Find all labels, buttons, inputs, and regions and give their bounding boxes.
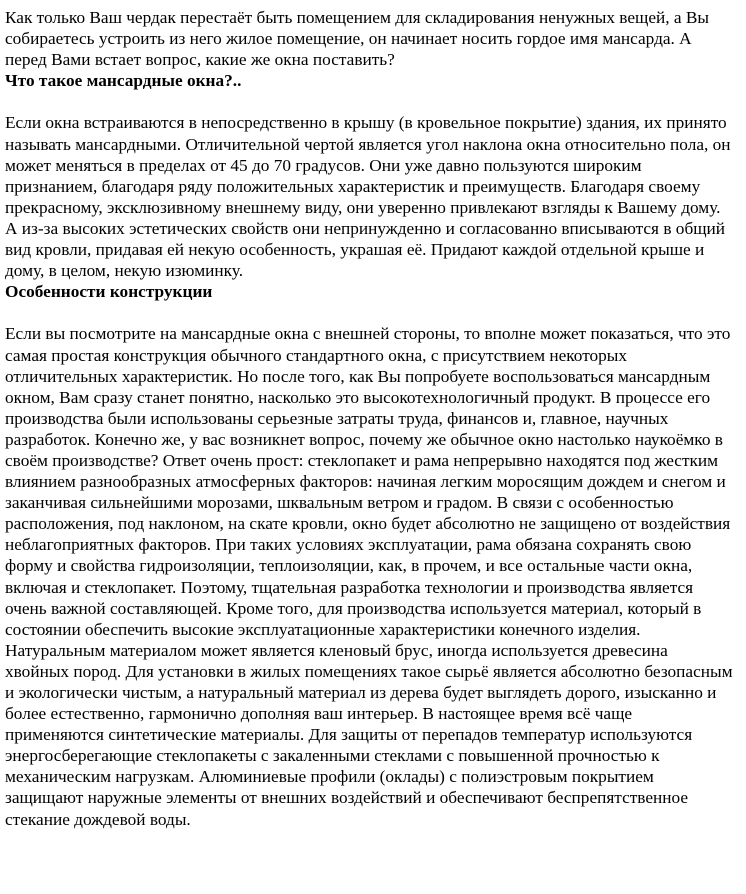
- paragraph-spacer: [5, 302, 734, 323]
- definition-paragraph: Если окна встраиваются в непосредственно в крышу (в кровельное покрытие) здания, их принято называть мансардными. Отличительной чертой является угол наклона окна относительно пола, он может меняться в пределах от 45 до 70 градусов. Они уже давно пользуются широким признанием, благодаря ряду положительных характеристик и преимуществ. Благодаря своему прекрасному, эксклюзивному внешнему виду, они уверенно привлекают взгляды к Вашему дому. А из-за высоких эстетических свойств они непринужденно и согласованно вписываются в общий вид кровли, придавая ей некую особенность, украшая её. Придают каждой отдельной крыше и дому, в целом, некую изюминку.: [5, 113, 731, 281]
- section-heading-construction-features: Особенности конструкции: [5, 282, 213, 302]
- section-heading-what-are-roof-windows: Что такое мансардные окна?..: [5, 71, 242, 91]
- paragraph-spacer: [5, 91, 734, 112]
- intro-paragraph: Как только Ваш чердак перестаёт быть помещением для складирования ненужных вещей, а Вы собираетесь устроить из него жилое помещение, он начинает носить гордое имя мансарда. А перед Вами встает вопрос, какие же окна поставить?: [5, 8, 710, 70]
- construction-paragraph: Если вы посмотрите на мансардные окна с внешней стороны, то вполне может показаться, что это самая простая конструкция обычного стандартного окна, с присутствием некоторых отличительных характеристик. Но после того, как Вы попробуете воспользоваться мансардным окном, Вам сразу станет понятно, насколько это высокотехнологичный продукт. В процессе его производства были использованы серьезные затраты труда, финансов и, главное, научных разработок. Конечно же, у вас возникнет вопрос, почему же обычное окно настолько наукоёмко в своём производстве? Ответ очень прост: стеклопакет и рама непрерывно находятся под жестким влиянием разнообразных атмосферных факторов: начиная легким моросящим дождем и снегом и заканчивая сильнейшими морозами, шквальным ветром и градом. В связи с особенностью расположения, под наклоном, на скате кровли, окно будет абсолютно не защищено от воздействия неблагоприятных факторов. При таких условиях эксплуатации, рама обязана сохранять свою форму и свойства гидроизоляции, теплоизоляции, как, в прочем, и все остальные части окна, включая и стеклопакет. Поэтому, тщательная разработка технологии и производства является очень важной составляющей. Кроме того, для производства используется материал, который в состоянии обеспечить высокие эксплуатационные характеристики конечного изделия. Натуральным материалом может является кленовый брус, иногда используется древесина хвойных пород. Для установки в жилых помещениях такое сырьё является абсолютно безопасным и экологически чистым, а натуральный материал из дерева будет выглядеть дорого, изысканно и более естественно, гармонично дополняя ваш интерьер. В настоящее время всё чаще применяются синтетические материалы. Для защиты от перепадов температур используются энергосберегающие стеклопакеты с закаленными стеклами с повышенной прочностью к механическим нагрузкам. Алюминиевые профили (оклады) с полиэстровым покрытием защищают наружные элементы от внешних воздействий и обеспечивают беспрепятственное стекание дождевой воды.: [5, 324, 733, 829]
